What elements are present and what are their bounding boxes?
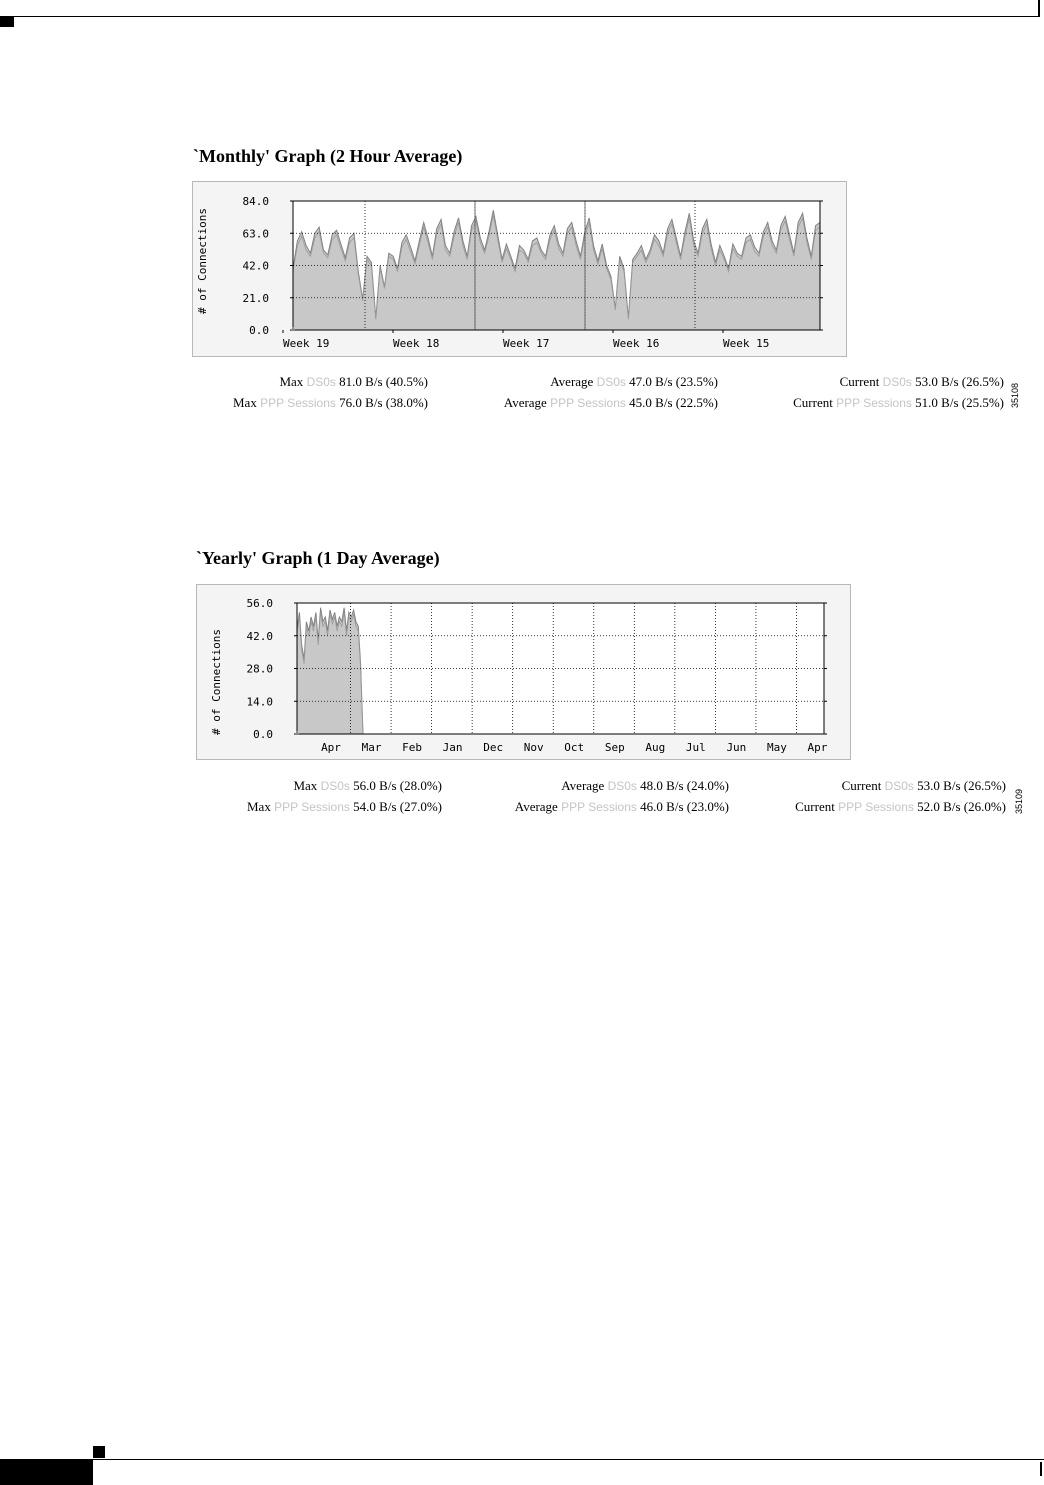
yearly-x-tick-label: Oct	[564, 741, 585, 754]
yearly-y-tick-label: 28.0	[246, 662, 273, 676]
yearly-y-tick-label: 42.0	[246, 629, 273, 643]
monthly-x-tick-label: Week 19	[283, 337, 330, 350]
monthly-graph-title: `Monthly' Graph (2 Hour Average)	[193, 146, 463, 166]
yearly-x-tick-label: Jan	[442, 741, 463, 754]
yearly-stat-avg-ppp: Average PPP Sessions 46.0 B/s (23.0%)	[514, 799, 729, 814]
monthly-y-tick-label: 84.0	[242, 195, 269, 208]
yearly-plot-group	[247, 597, 828, 754]
monthly-graph-frame	[192, 181, 847, 357]
monthly-stat-cur-ds0: Current DS0s 53.0 B/s (26.5%)	[839, 374, 1004, 389]
yearly-graph-frame	[196, 584, 851, 760]
page-header-rule	[0, 0, 1040, 17]
yearly-series-ds0s-area	[297, 608, 363, 734]
yearly-stats	[196, 778, 1016, 818]
yearly-x-tick-label: May	[766, 741, 787, 754]
monthly-x-tick-label: Week 17	[503, 337, 550, 350]
monthly-stat-max-ds0: Max DS0s 81.0 B/s (40.5%)	[279, 374, 428, 389]
yearly-y-tick-label: 56.0	[246, 597, 273, 610]
yearly-x-tick-label: Jun	[726, 741, 747, 754]
yearly-x-tick-label: Nov	[523, 741, 544, 754]
monthly-y-tick-label: 0.0	[249, 324, 269, 337]
monthly-figure-id: 35108	[1010, 382, 1020, 408]
monthly-graph-plot	[193, 182, 848, 358]
yearly-stat-avg-ds0: Average DS0s 48.0 B/s (24.0%)	[561, 778, 729, 793]
monthly-stat-max-ppp: Max PPP Sessions 76.0 B/s (38.0%)	[232, 395, 428, 410]
monthly-plot-group	[243, 195, 824, 350]
yearly-x-tick-label: Jul	[685, 741, 706, 754]
monthly-stat-avg-ppp: Average PPP Sessions 45.0 B/s (22.5%)	[503, 395, 718, 410]
yearly-x-tick-label: Apr	[807, 741, 828, 754]
yearly-x-tick-label: Dec	[483, 741, 504, 754]
yearly-figure-id: 35109	[1014, 788, 1024, 814]
page-footer-end-mark	[1040, 1462, 1042, 1476]
monthly-x-tick-label: Week 16	[613, 337, 660, 350]
yearly-graph-plot	[197, 585, 852, 761]
yearly-x-tick-label: Mar	[361, 741, 382, 754]
monthly-stat-cur-ppp: Current PPP Sessions 51.0 B/s (25.5%)	[793, 395, 1004, 410]
monthly-stat-avg-ds0: Average DS0s 47.0 B/s (23.5%)	[550, 374, 718, 389]
monthly-x-tick-label: Week 18	[393, 337, 440, 350]
yearly-x-tick-label: Aug	[645, 741, 666, 754]
yearly-y-tick-label: 14.0	[246, 695, 273, 709]
page-footer-mark	[93, 1446, 105, 1458]
yearly-graph-title: `Yearly' Graph (1 Day Average)	[196, 548, 440, 568]
monthly-y-tick-label: 63.0	[242, 227, 269, 241]
yearly-y-tick-label: 0.0	[253, 728, 273, 741]
yearly-x-tick-label: Apr	[321, 741, 341, 754]
page-footer-tab	[0, 1459, 93, 1485]
yearly-stat-max-ds0: Max DS0s 56.0 B/s (28.0%)	[293, 778, 442, 793]
yearly-stat-max-ppp: Max PPP Sessions 54.0 B/s (27.0%)	[246, 799, 442, 814]
monthly-stats	[192, 374, 1012, 414]
yearly-stat-cur-ppp: Current PPP Sessions 52.0 B/s (26.0%)	[795, 799, 1006, 814]
yearly-x-tick-label: Sep	[604, 741, 625, 754]
yearly-x-tick-label: Feb	[402, 741, 423, 754]
monthly-y-axis-label: # of Connections	[196, 208, 209, 314]
yearly-y-axis-label: # of Connections	[210, 629, 223, 735]
monthly-y-tick-label: 21.0	[242, 291, 269, 305]
monthly-x-tick-label: Week 15	[723, 337, 770, 350]
page-footer-rule	[93, 1459, 1044, 1460]
monthly-y-tick-label: 42.0	[242, 259, 269, 273]
page-corner-mark	[0, 17, 14, 27]
yearly-stat-cur-ds0: Current DS0s 53.0 B/s (26.5%)	[841, 778, 1006, 793]
